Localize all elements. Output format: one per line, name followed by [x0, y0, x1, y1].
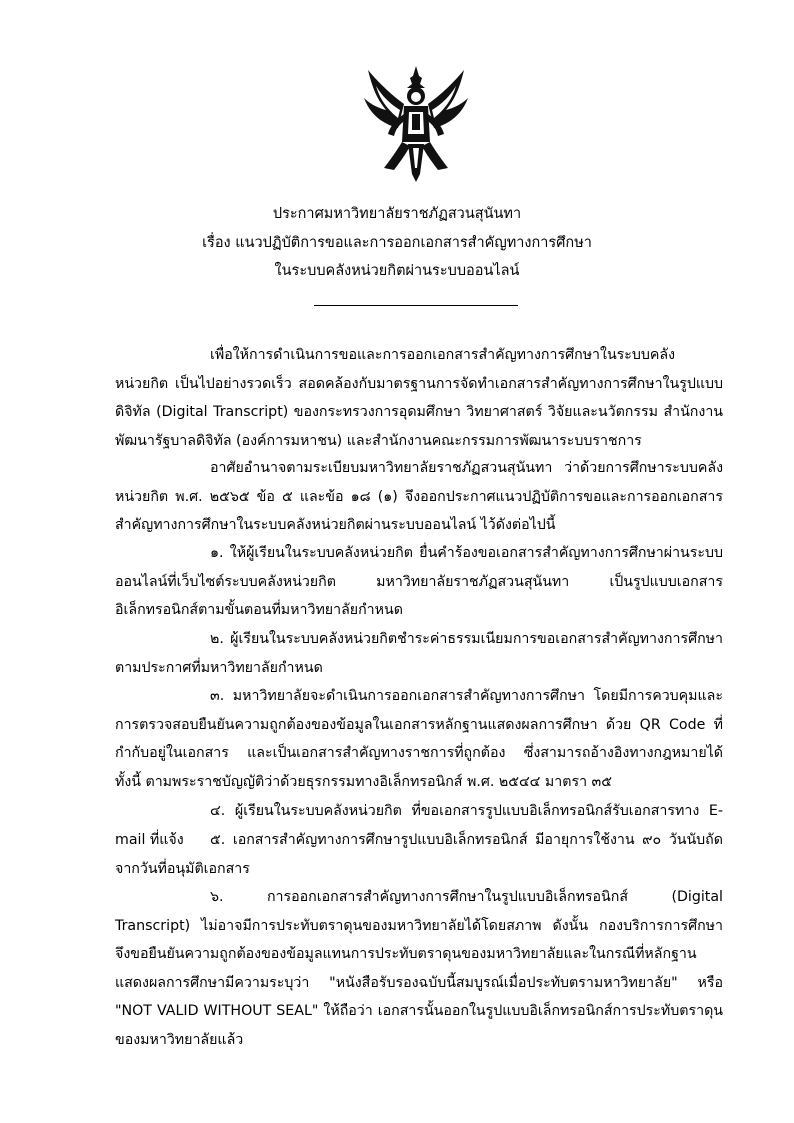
clause-2: ๒. ผู้เรียนในระบบคลังหน่วยกิตชำระค่าธรรมเนียมการขอเอกสารสำคัญทางการศึกษาตามประกาศที่มหาวิทยาลัยกำหนด [115, 631, 723, 676]
clause-6: ๖. การออกเอกสารสำคัญทางการศึกษาในรูปแบบอิเล็กทรอนิกส์ (Digital Transcript) ไม่อาจมีการประทับตราดุนของมหาวิทยาลัยได้โดยสภาพ ดังนั้น กองบริการการศึกษา จึงขอยืนยันความถูกต้องของข้อมูลแทนการประทับตราดุนของมหาวิทยาลัยและในกรณีที่หลักฐานแสดงผลการศึกษามีความระบุว่า "หนังสือรับรองฉบับนี้สมบูรณ์เมื่อประทับตรามหาวิทยาลัย" หรือ "NOT VALID WITHOUT SEAL" ให้ถือว่า เอกสารนั้นออกในรูปแบบอิเล็กทรอนิกส์การประทับตราดุนของมหาวิทยาลัยแล้ว [115, 889, 723, 1048]
clause-4: ๔. ผู้เรียนในระบบคลังหน่วยกิต ที่ขอเอกสารรูปแบบอิเล็กทรอนิกส์รับเอกสารทาง E-mail ที่แจ้ง [115, 803, 723, 848]
announcement-subject: เรื่อง แนวปฏิบัติการขอและการออกเอกสารสำคัญทางการศึกษา [202, 235, 592, 251]
clause-1: ๑. ให้ผู้เรียนในระบบคลังหน่วยกิต ยื่นคำร้องขอเอกสารสำคัญทางการศึกษาผ่านระบบออนไลน์ที่เว็บไซต์ระบบคลังหน่วยกิต มหาวิทยาลัยราชภัฏสวนสุนันทา เป็นรูปแบบเอกสารอิเล็กทรอนิกส์ตามขั้นตอนที่มหาวิทยาลัยกำหนด [115, 545, 723, 619]
clause-3: ๓. มหาวิทยาลัยจะดำเนินการออกเอกสารสำคัญทางการศึกษา โดยมีการควบคุมและการตรวจสอบยืนยันความถูกต้องของข้อมูลในเอกสารหลักฐานแสดงผลการศึกษา ด้วย QR Code ที่กำกับอยู่ในเอกสาร และเป็นเอกสารสำคัญทางราชการที่ถูกต้อง ซึ่งสามารถอ้างอิงทางกฎหมายได้ ทั้งนี้ ตามพระราชบัญญัติว่าด้วยธุรกรรมทางอิเล็กทรอนิกส์ พ.ศ. ๒๕๔๔ มาตรา ๓๕ [115, 688, 723, 790]
paragraph-preamble: เพื่อให้การดำเนินการขอและการออกเอกสารสำคัญทางการศึกษาในระบบคลังหน่วยกิต เป็นไปอย่างรวดเร็ว สอดคล้องกับมาตรฐานการจัดทำเอกสารสำคัญทางการศึกษาในรูปแบบดิจิทัล (Digital Transcript) ของกระทรวงการอุดมศึกษา วิทยาศาสตร์ วิจัยและนวัตกรรม สำนักงานพัฒนารัฐบาลดิจิทัล (องค์การมหาชน) และสำนักงานคณะกรรมการพัฒนาระบบราชการ [115, 347, 723, 449]
title-divider [314, 305, 518, 306]
announcement-title: ประกาศมหาวิทยาลัยราชภัฏสวนสุนันทา [272, 206, 522, 222]
announcement-subject-continued: ในระบบคลังหน่วยกิตผ่านระบบออนไลน์ [274, 263, 520, 279]
paragraph-authority: อาศัยอำนาจตามระเบียบมหาวิทยาลัยราชภัฏสวนสุนันทา ว่าด้วยการศึกษาระบบคลังหน่วยกิต พ.ศ. ๒๕๖๕ ข้อ ๕ และข้อ ๑๘ (๑) จึงออกประกาศแนวปฏิบัติการขอและการออกเอกสารสำคัญทางการศึกษาในระบบคลังหน่วยกิตผ่านระบบออนไลน์ ไว้ดังต่อไปนี้ [115, 460, 723, 534]
clause-5: ๕. เอกสารสำคัญทางการศึกษารูปแบบอิเล็กทรอนิกส์ มีอายุการใช้งาน ๙๐ วันนับถัดจากวันที่อนุมัติเอกสาร [115, 832, 723, 877]
garuda-emblem [360, 64, 472, 184]
